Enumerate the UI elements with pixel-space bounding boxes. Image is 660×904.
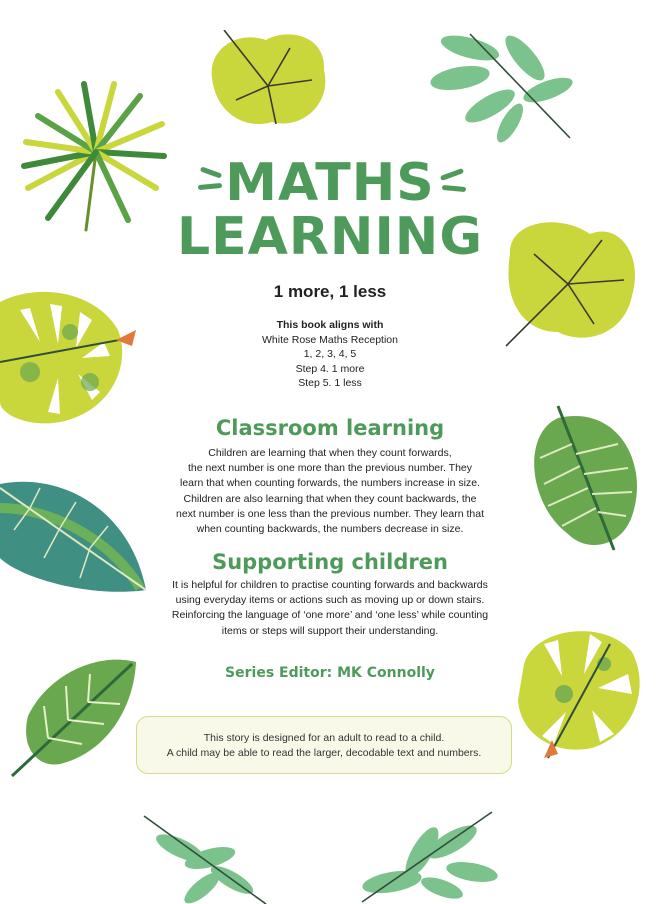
paragraph-line: Children are learning that when they count forwards, (208, 447, 452, 459)
paragraph-line: next number is one less than the previous number. They learn that (176, 507, 484, 520)
book-subtitle: 1 more, 1 less (273, 282, 387, 301)
paragraph-line: It is helpful for children to practise counting forwards and backwards (172, 579, 488, 591)
paragraph-line: Reinforcing the language of ‘one more’ and ‘one less’ while counting (171, 609, 489, 622)
paragraph-line: items or steps will support their understanding. (221, 624, 439, 637)
title-line-learning: LEARNING (176, 207, 483, 267)
alignment-line: 1, 2, 3, 4, 5 (303, 348, 357, 361)
monstera-leaf-bottom-right-icon (514, 624, 644, 760)
alignment-block (0, 318, 660, 391)
classroom-paragraph (155, 446, 505, 537)
supporting-heading: Supporting children (212, 550, 448, 574)
paragraph-line: Children are also learning that when they count backwards, the (183, 492, 477, 505)
note-line: A child may be able to read the larger, decodable text and numbers. (166, 747, 482, 759)
note-line: This story is designed for an adult to read to a child. (203, 732, 445, 744)
paragraph-line: learn that when counting forwards, the numbers increase in size. (180, 477, 480, 490)
round-leaf-top-icon (206, 30, 336, 130)
reading-note-box (136, 716, 512, 774)
alignment-line: Step 4. 1 more (295, 362, 365, 375)
striped-leaf-left-icon (0, 478, 150, 598)
paragraph-line: the next number is one more than the previous number. They (187, 462, 473, 475)
title-line-maths: MATHS (225, 153, 435, 213)
book-title (0, 153, 660, 267)
alignment-line: Step 5. 1 less (298, 377, 362, 390)
alignment-line: White Rose Maths Reception (262, 333, 398, 346)
classroom-heading: Classroom learning (215, 416, 445, 440)
paragraph-line: using everyday items or actions such as moving up or down stairs. (175, 594, 485, 607)
supporting-paragraph (150, 578, 510, 639)
alignment-heading: This book aligns with (276, 319, 384, 331)
fern-leaf-bottom-left-icon (140, 808, 270, 904)
paragraph-line: when counting backwards, the numbers decrease in size. (196, 523, 464, 536)
series-editor: Series Editor: MK Connolly (225, 665, 435, 681)
fern-leaf-top-right-icon (430, 28, 590, 148)
fern-leaf-bottom-right-icon (352, 802, 502, 904)
